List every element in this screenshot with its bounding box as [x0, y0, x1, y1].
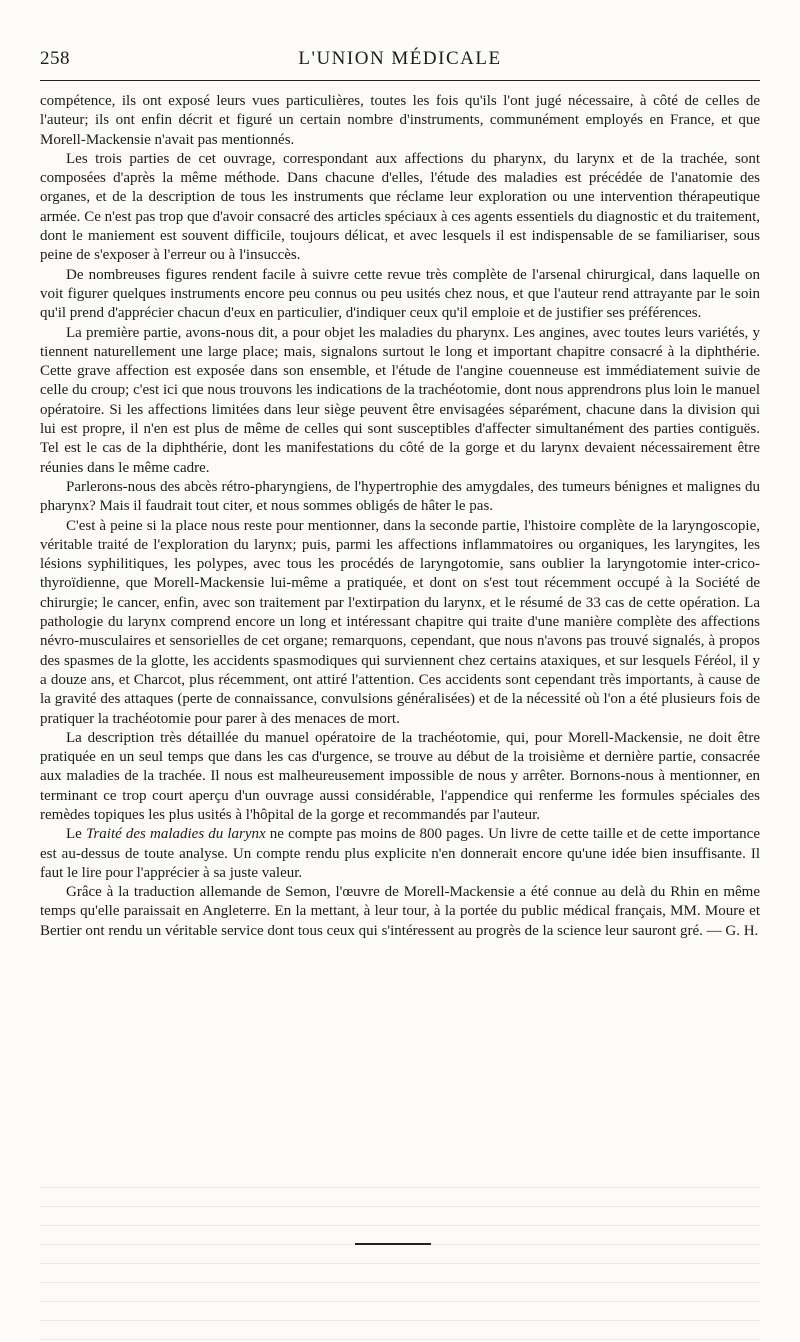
paragraph-9: Grâce à la traduction allemande de Semon, l'œuvre de Morell-Mackensie a été connue au delà du Rhin en même temps qu'elle paraissait en Angleterre. En la mettant, à leur tour, à la portée du public médical français, MM. Moure et Bertier ont rendu un véritable service dont tous ceux qui s'intéressent au progrès de la science leur sauront gré. — G. H. [40, 884, 760, 939]
page-number: 258 [40, 48, 70, 69]
book-title: Traité des maladies du larynx [85, 826, 266, 843]
paragraph-3: De nombreuses figures rendent facile à suivre cette revue très complète de l'arsenal chirurgical, dans laquelle on voit figurer quelques instruments encore peu connus ou peu usités chez nous, et que l'auteur rend attrayante par le soin qu'il prend d'apprécier chacun d'eux en particulier, d'indiquer ceux qu'il emploie et de justifier ses préférences. [40, 266, 760, 322]
paragraph-8 [40, 825, 760, 883]
show-through-texture [40, 1175, 760, 1340]
paragraph-5: Parlerons-nous des abcès rétro-pharyngiens, de l'hypertrophie des amygdales, des tumeurs bénignes et malignes du pharynx? Mais il faudrait tout citer, et nous sommes obligés de hâter le pas. [40, 478, 760, 515]
page-header [40, 46, 760, 76]
paragraph-8-prefix: Le [66, 826, 86, 843]
paragraph-6: C'est à peine si la place nous reste pour mentionner, dans la seconde partie, l'histoire complète de la laryngoscopie, véritable traité de l'exploration du larynx; puis, parmi les affections inflammatoires ou organiques, les laryngites, les lésions syphilitiques, les polypes, avec tous les procédés de laryngotomie, sans oublier la laryngotomie inter-crico-thyroïdienne, que Morell-Mackensie lui-même a pratiquée, et dont on s'est tout récemment occupé à la Société de chirurgie; le cancer, enfin, avec son traitement par l'extirpation du larynx, et le résumé de 33 cas de cette opération. La pathologie du larynx comprend encore un long et intéressant chapitre qui traite d'une manière complète des affections névro-musculaires et sensorielles de cet organe; remarquons, cependant, que nous n'avons pas trouvé signalés, à propos des spasmes de la glotte, les accidents spasmodiques qui surviennent chez certains ataxiques, et sur lesquels Féréol, il y a douze ans, et Charcot, plus récemment, ont attiré l'attention. Ces accidents sont cependant très importants, à cause de la gravité des attaques (perte de connaissance, convulsions généralisées) et de la nécessité où l'on a été plusieurs fois de pratiquer la trachéotomie pour parer à des menaces de mort. [40, 517, 760, 727]
running-title: L'UNION MÉDICALE [298, 48, 502, 69]
end-rule [355, 1243, 431, 1245]
header-rule [40, 80, 760, 81]
paragraph-2: Les trois parties de cet ouvrage, correspondant aux affections du pharynx, du larynx et de la trachée, sont composées d'après la même méthode. Dans chacune d'elles, l'étude des maladies est précédée de l'anatomie des organes, et de la description de tous les instruments que réclame leur exploration ou une intervention thérapeutique armée. Ce n'est pas trop que d'avoir consacré des articles spéciaux à ces agents essentiels du diagnostic et du traitement, dont le maniement est souvent difficile, toujours délicat, et avec lesquels il est indispensable de se familiariser, sous peine de s'exposer à l'erreur ou à l'insuccès. [40, 150, 760, 264]
article-body [40, 92, 760, 941]
paragraph-4: La première partie, avons-nous dit, a pour objet les maladies du pharynx. Les angines, avec toutes leurs variétés, y tiennent naturellement une large place; mais, signalons surtout le long et important chapitre consacré à la diphthérie. Cette grave affection est exposée dans son ensemble, et l'étude de l'angine couenneuse est immédiatement suivie de celle du croup; c'est ici que nous trouvons les indications de la trachéotomie, dont nous apprendrons plus loin le manuel opératoire. Si les affections limitées dans leur siège peuvent être envisagées séparément, chacune dans la division qui lui est propre, il n'en est plus de même de celles qui sont susceptibles d'affecter simultanément des parties contiguës. Tel est le cas de la diphthérie, dont les manifestations du côté de la gorge et du larynx devaient nécessairement être réunies dans le même cadre. [40, 324, 760, 476]
paragraph-8-text: ne compte pas moins de 800 pages. Un livre de cette taille et de cette importance est au-dessus de toute analyse. Un compte rendu plus explicite n'en donnerait encore qu'une idée bien insuffisante. Il faut le lire pour l'apprécier à sa juste valeur. [40, 826, 760, 881]
paragraph-7: La description très détaillée du manuel opératoire de la trachéotomie, qui, pour Morell-Mackensie, ne doit être pratiquée en un seul temps que dans les cas d'urgence, se trouve au début de la troisième et dernière partie, consacrée aux maladies de la trachée. Il nous est malheureusement impossible de nous y arrêter. Bornons-nous à mentionner, en terminant ce trop court aperçu d'un ouvrage aussi considérable, l'appendice qui renferme les formules spéciales des remèdes topiques les plus usités à l'hôpital de la gorge et recommandés par l'auteur. [40, 729, 760, 823]
paragraph-1: compétence, ils ont exposé leurs vues particulières, toutes les fois qu'ils l'ont jugé nécessaire, à côté de celles de l'auteur; ils ont enfin décrit et figuré un certain nombre d'instruments, communément employés en France, et que Morell-Mackensie n'avait pas mentionnés. [40, 93, 760, 148]
